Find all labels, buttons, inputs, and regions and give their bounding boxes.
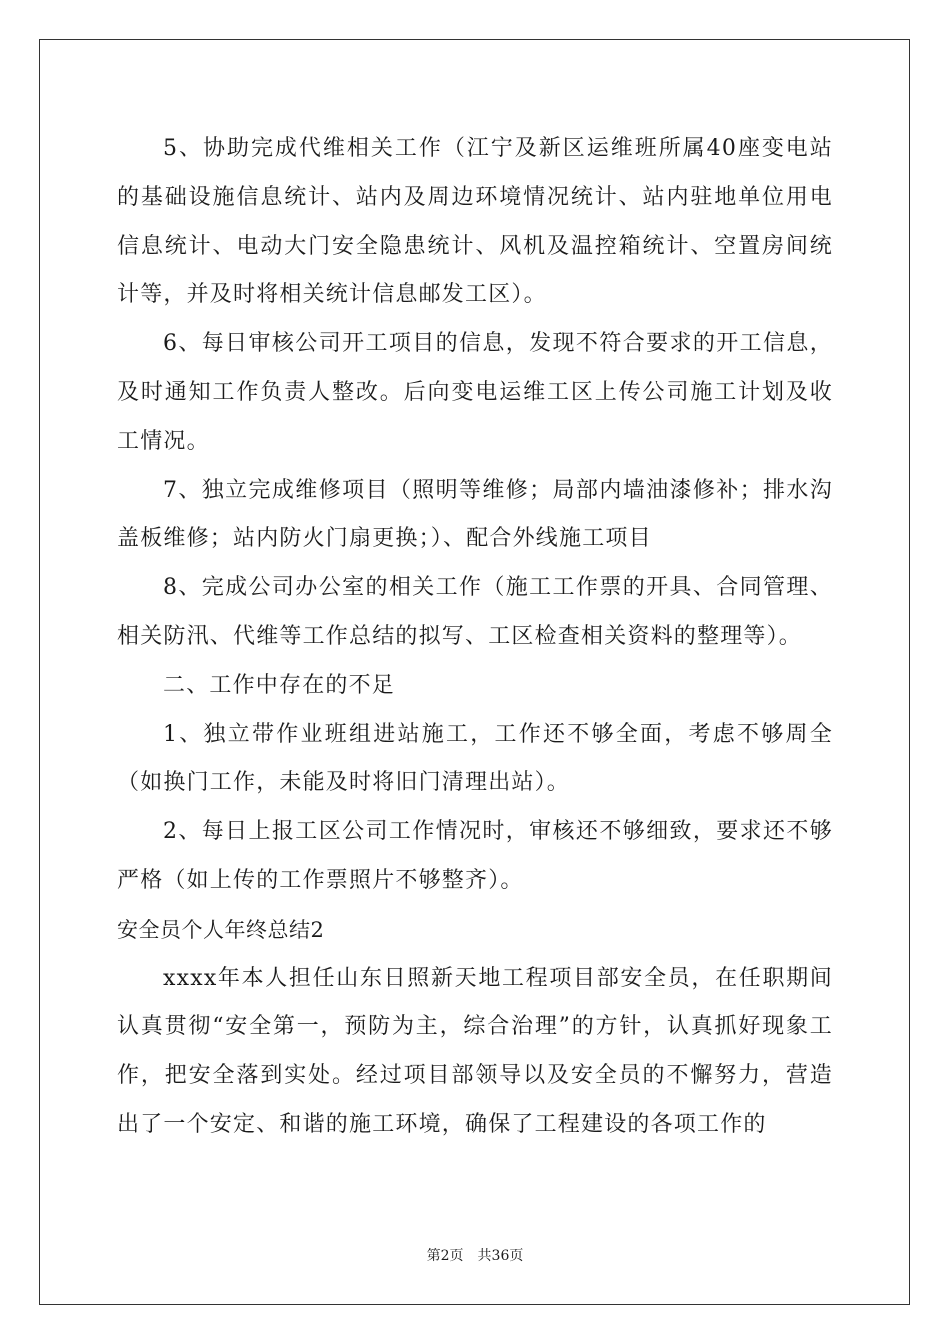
article-title: 安全员个人年终总结2: [117, 917, 325, 942]
paragraph-item-5: 5、协助完成代维相关工作（江宁及新区运维班所属40座变电站的基础设施信息统计、站内及周边环境情况统计、站内驻地单位用电信息统计、电动大门安全隐患统计、风机及温控箱统计、空置房间统计等，并及时将相关统计信息邮发工区）。: [117, 136, 833, 308]
paragraph-item-8: 8、完成公司办公室的相关工作（施工工作票的开具、合同管理、相关防汛、代维等工作总结的拟写、工区检查相关资料的整理等）。: [117, 575, 833, 649]
paragraph-intro: xxxx年本人担任山东日照新天地工程项目部安全员，在任职期间认真贯彻“安全第一，预防为主，综合治理”的方针，认真抓好现象工作，把安全落到实处。经过项目部领导以及安全员的不懈努力，营造出了一个安定、和谐的施工环境，确保了工程建设的各项工作的: [117, 965, 833, 1137]
page-number-footer: 第2页 共36页: [426, 1248, 524, 1264]
section-heading-shortcomings: 二、工作中存在的不足: [163, 672, 396, 698]
paragraph-item-6: 6、每日审核公司开工项目的信息，发现不符合要求的开工信息，及时通知工作负责人整改。后向变电运维工区上传公司施工计划及收工情况。: [117, 331, 833, 454]
paragraph-shortcoming-1: 1、独立带作业班组进站施工，工作还不够全面，考虑不够周全（如换门工作，未能及时将旧门清理出站）。: [117, 721, 833, 796]
document-body: [117, 125, 833, 1150]
paragraph-item-7: 7、独立完成维修项目（照明等维修；局部内墙油漆修补；排水沟盖板维修；站内防火门扇更换；）、配合外线施工项目: [117, 477, 833, 552]
paragraph-shortcoming-2: 2、每日上报工区公司工作情况时，审核还不够细致，要求还不够严格（如上传的工作票照片不够整齐）。: [117, 819, 833, 893]
